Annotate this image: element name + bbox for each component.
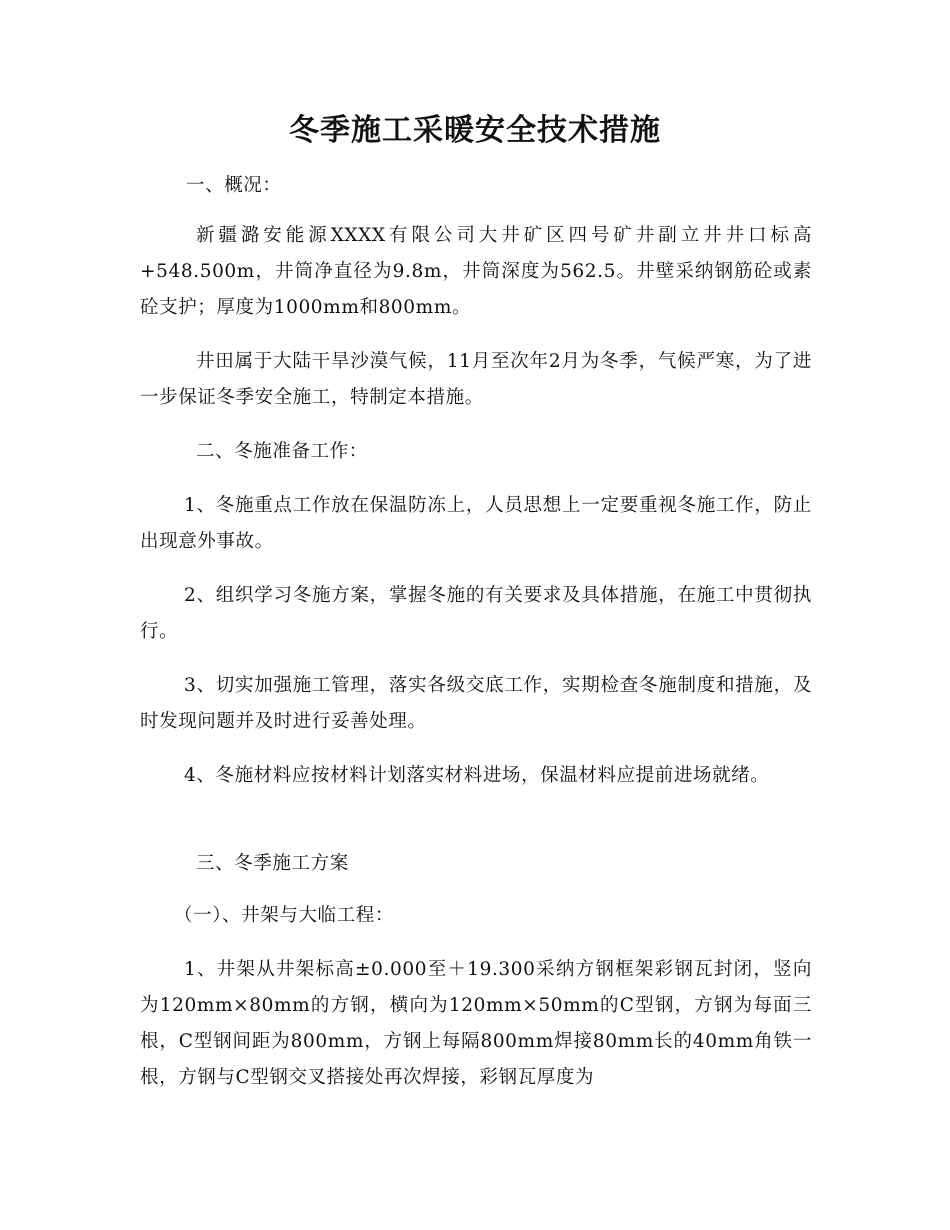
paragraph-derrick-item-1: 1、井架从井架标高±0.000至＋19.300采纳方钢框架彩钢瓦封闭，竖向为120mm×80mm的方钢，横向为120mm×50mm的C型钢，方钢为每面三根，C型钢间距为800mm，方钢上每隔800mm焊接80mm长的40mm角铁一根，方钢与C型钢交叉搭接处再次焊接，彩钢瓦厚度为 xyxy=(140,959,812,1088)
paragraph-mine-overview: 新疆潞安能源XXXX有限公司大井矿区四号矿井副立井井口标高+548.500m，井筒净直径为9.8m，井筒深度为562.5。井壁采纳钢筋砼或素砼支护；厚度为1000mm和800mm。 xyxy=(140,225,812,318)
paragraph-climate: 井田属于大陆干旱沙漠气候，11月至次年2月为冬季，气候严寒，为了进一步保证冬季安全施工，特制定本措施。 xyxy=(140,351,812,408)
section-heading-plan: 三、冬季施工方案 xyxy=(196,853,349,874)
section-heading-preparation: 二、冬施准备工作： xyxy=(196,441,368,462)
paragraph-prep-item-1: 1、冬施重点工作放在保温防冻上，人员思想上一定要重视冬施工作，防止出现意外事故。 xyxy=(140,495,812,552)
subsection-heading-derrick: （一）、井架与大临工程： xyxy=(174,905,394,926)
paragraph-prep-item-3: 3、切实加强施工管理，落实各级交底工作，实期检查冬施制度和措施，及时发现问题并及时进行妥善处理。 xyxy=(140,675,812,732)
document-title: 冬季施工采暖安全技术措施 xyxy=(289,113,661,148)
paragraph-prep-item-4: 4、冬施材料应按材料计划落实材料进场，保温材料应提前进场就绪。 xyxy=(184,765,770,786)
paragraph-prep-item-2: 2、组织学习冬施方案，掌握冬施的有关要求及具体措施，在施工中贯彻执行。 xyxy=(140,585,812,642)
section-heading-overview: 一、概况： xyxy=(186,175,282,196)
